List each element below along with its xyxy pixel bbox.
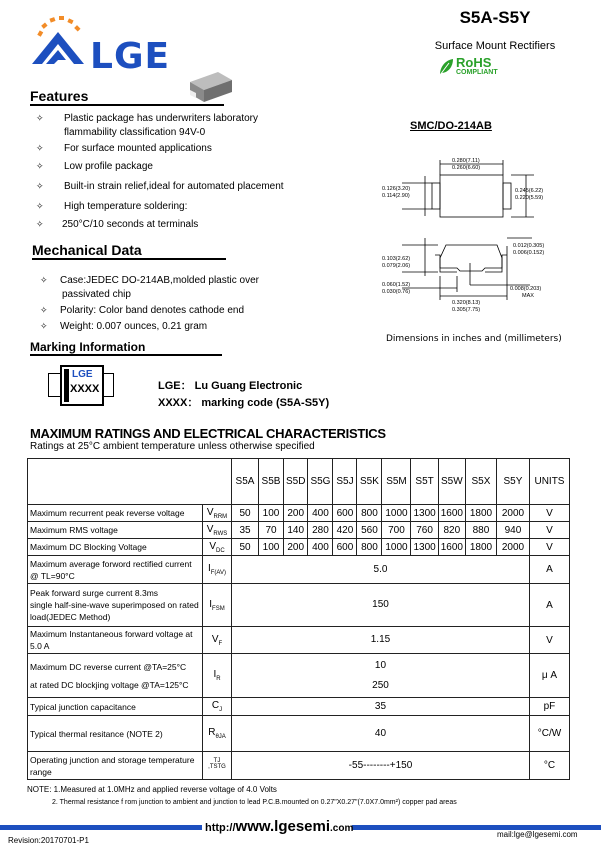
package-title: SMC/DO-214AB [410,120,492,132]
dim-text: 0.103(2.62) [382,256,411,262]
unit-cell: V [529,539,569,556]
unit-cell: A [529,556,569,584]
table-row [28,716,570,752]
value-cell: 820 [438,522,465,539]
column-header: S5X [465,459,496,505]
value-cell: 1000 [382,505,411,522]
value-cell: 800 [357,539,382,556]
ratings-table [27,458,570,780]
column-header: S5Y [496,459,529,505]
value-cell: 940 [496,522,529,539]
marking-logo: LGE [72,369,93,380]
dim-text: 0.245(6.22) [515,188,544,194]
column-header: S5W [438,459,465,505]
diamond-bullet-icon: ✧ [36,201,44,211]
column-header: S5J [333,459,357,505]
dim-text: MAX [522,293,534,299]
marking-legend-lge: LGE： Lu Guang Electronic [158,380,303,392]
value-cell: 560 [357,522,382,539]
table-row [28,627,570,654]
value-cell: 100 [259,505,284,522]
marking-body [60,365,104,406]
symbol-cell: $V_{DC}$ [203,539,232,556]
symbol-cell: $I_{F(AV)}$ [203,556,232,584]
cathode-band [64,369,69,402]
value-cell: 150 [232,584,530,627]
features-heading: Features [30,88,224,106]
table-row [28,752,570,780]
table-row [28,698,570,716]
value-cell: 35 [232,522,259,539]
unit-cell: °C/W [529,716,569,752]
symbol-cell: $R_{\theta JA}$ [203,716,232,752]
unit-cell: V [529,505,569,522]
column-header: S5B [259,459,284,505]
param-cell: Maximum Instantaneous forward voltage at 5.0 A [28,627,203,654]
symbol-cell: $C_J$ [203,698,232,716]
value-cell: 280 [308,522,333,539]
leaf-icon [438,58,454,76]
diamond-bullet-icon: ✧ [40,321,48,331]
diamond-bullet-icon: ✧ [36,219,44,229]
value-cell: 600 [333,539,357,556]
value-cell: 1000 [382,539,411,556]
value-cell: 2000 [496,505,529,522]
product-subtitle: Surface Mount Rectifiers [434,40,556,52]
column-header: S5G [308,459,333,505]
dim-text: 0.006(0.152) [513,250,545,256]
value-cell: 2000 [496,539,529,556]
param-cell: Maximum recurrent peak reverse voltage [28,505,203,522]
unit-cell: A [529,584,569,627]
column-header: S5A [232,459,259,505]
param-cell: Maximum DC reverse current @TA=25°C at rated DC blockjing voltage @TA=125°C [28,654,203,698]
diamond-bullet-icon: ✧ [36,161,44,171]
mechanical-list: ✧ Case:JEDEC DO-214AB,molded plastic over passivated chip ✧ Polarity: Color band denotes cathode end ✧ Weight: 0.007 ounces, 0.21 gram [40,275,259,332]
table-header-row [28,459,570,505]
dim-text: 0.079(2.06) [382,263,411,269]
lge-logo-icon [28,10,88,73]
value-cell: 420 [333,522,357,539]
table-row [28,522,570,539]
value-cell: 100 [259,539,284,556]
table-row [28,654,570,698]
dim-text: 0.008(0.203) [510,286,542,292]
unit-cell: V [529,627,569,654]
marking-legend-code: XXXX： marking code (S5A-S5Y) [158,397,330,409]
value-cell: 200 [284,539,308,556]
column-header: S5M [382,459,411,505]
website-link[interactable]: http://www.lgesemi.com [205,818,354,835]
symbol-cell: $V_{RRM}$ [203,505,232,522]
note-1: NOTE: 1.Measured at 1.0MHz and applied reverse voltage of 4.0 Volts [27,785,277,794]
dim-text: 0.060(1.52) [382,282,411,288]
unit-cell: °C [529,752,569,780]
header-blank-cell [28,459,232,505]
param-cell: Peak forward surge current 8.3ms single half-sine-wave superimposed on rated load(JEDEC Method) [28,584,203,627]
value-cell: 800 [357,505,382,522]
value-cell: 5.0 [232,556,530,584]
table-row [28,505,570,522]
rohs-compliant-label: COMPLIANT [456,69,498,76]
value-cell: 140 [284,522,308,539]
rohs-label: RoHS [456,55,492,70]
marking-code: XXXX [70,383,100,395]
marking-heading: Marking Information [30,340,222,356]
units-header: UNITS [529,459,569,505]
features-list: ✧ Plastic package has underwriters laboratory flammability classification 94V-0 ✧ For surface mounted applications ✧ Low profile package ✧ Built-in strain relief,ideal for automated placement ✧ High temperature soldering: ✧ 250°C/10 seconds at terminals [36,113,284,230]
value-cell: 35 [232,698,530,716]
dim-text: 0.220(5.59) [515,195,544,201]
value-cell: 40 [232,716,530,752]
unit-cell: V [529,522,569,539]
value-cell: 50 [232,539,259,556]
value-cell: 1300 [411,539,438,556]
value-cell: 1600 [438,505,465,522]
value-cell: 1300 [411,505,438,522]
value-cell: 1800 [465,539,496,556]
value-cell: 880 [465,522,496,539]
unit-cell: μ A [529,654,569,698]
marking-diagram [48,365,110,403]
column-header: S5K [357,459,382,505]
value-cell: 760 [411,522,438,539]
dim-text: 0.305(7.75) [452,307,481,313]
dim-text: 0.114(2.90) [382,193,410,199]
value-cell: 50 [232,505,259,522]
table-row [28,556,570,584]
revision-label: Revision:20170701-P1 [8,836,89,845]
value-cell: 1.15 [232,627,530,654]
value-cell: 400 [308,539,333,556]
dim-text: 0.320(8.13) [452,300,481,306]
param-cell: Typical junction capacitance [28,698,203,716]
ratings-title: MAXIMUM RATINGS AND ELECTRICAL CHARACTERISTICS [30,426,386,441]
dimensions-note: Dimensions in inches and (millimeters) [386,334,562,344]
rohs-badge [438,56,498,76]
diamond-bullet-icon: ✧ [36,181,44,191]
param-cell: Maximum average forword rectified current @ TL=90°C [28,556,203,584]
note-2: 2. Thermal resistance f rom junction to ambient and junction to lead P.C.B.mounted on 0.27"X0.27"(7.0X7.0mm²) copper pad areas [52,799,457,806]
symbol-cell: $V_{RWS}$ [203,522,232,539]
diamond-bullet-icon: ✧ [36,143,44,153]
column-header: S5D [284,459,308,505]
symbol-cell: $V_F$ [203,627,232,654]
param-cell: Operating junction and storage temperature range [28,752,203,780]
diamond-bullet-icon: ✧ [36,113,44,123]
value-cell: 1600 [438,539,465,556]
dim-text: 0.012(0.305) [513,243,545,249]
value-cell: 1800 [465,505,496,522]
footer-bar-left [0,825,202,830]
dim-text: 0.260(6.60) [452,165,481,171]
dim-text: 0.280(7.11) [452,158,480,164]
email-link[interactable]: mail:lge@lgesemi.com [497,830,578,839]
param-cell: Maximum RMS voltage [28,522,203,539]
brand-logo-text: LGE [90,36,171,77]
table-row [28,539,570,556]
unit-cell: pF [529,698,569,716]
symbol-cell: $I_{FSM}$ [203,584,232,627]
package-outline-drawing [380,150,601,320]
part-number-title: S5A-S5Y [459,8,531,27]
diamond-bullet-icon: ✧ [40,305,48,315]
ratings-subtitle: Ratings at 25°C ambient temperature unless otherwise specified [30,441,315,452]
table-row [28,584,570,627]
dim-text: 0.030(0.76) [382,289,411,295]
symbol-cell: TJ ,TSTG [203,752,232,780]
column-header: S5T [411,459,438,505]
value-cell: 10 250 [232,654,530,698]
mechanical-heading: Mechanical Data [32,242,226,260]
param-cell: Maximum DC Blocking Voltage [28,539,203,556]
dim-text: 0.126(3.20) [382,186,411,192]
value-cell: -55--------+150 [232,752,530,780]
value-cell: 70 [259,522,284,539]
value-cell: 600 [333,505,357,522]
symbol-cell: $I_R$ [203,654,232,698]
value-cell: 200 [284,505,308,522]
diamond-bullet-icon: ✧ [40,275,48,285]
param-cell: Typical thermal resitance (NOTE 2) [28,716,203,752]
value-cell: 700 [382,522,411,539]
value-cell: 400 [308,505,333,522]
